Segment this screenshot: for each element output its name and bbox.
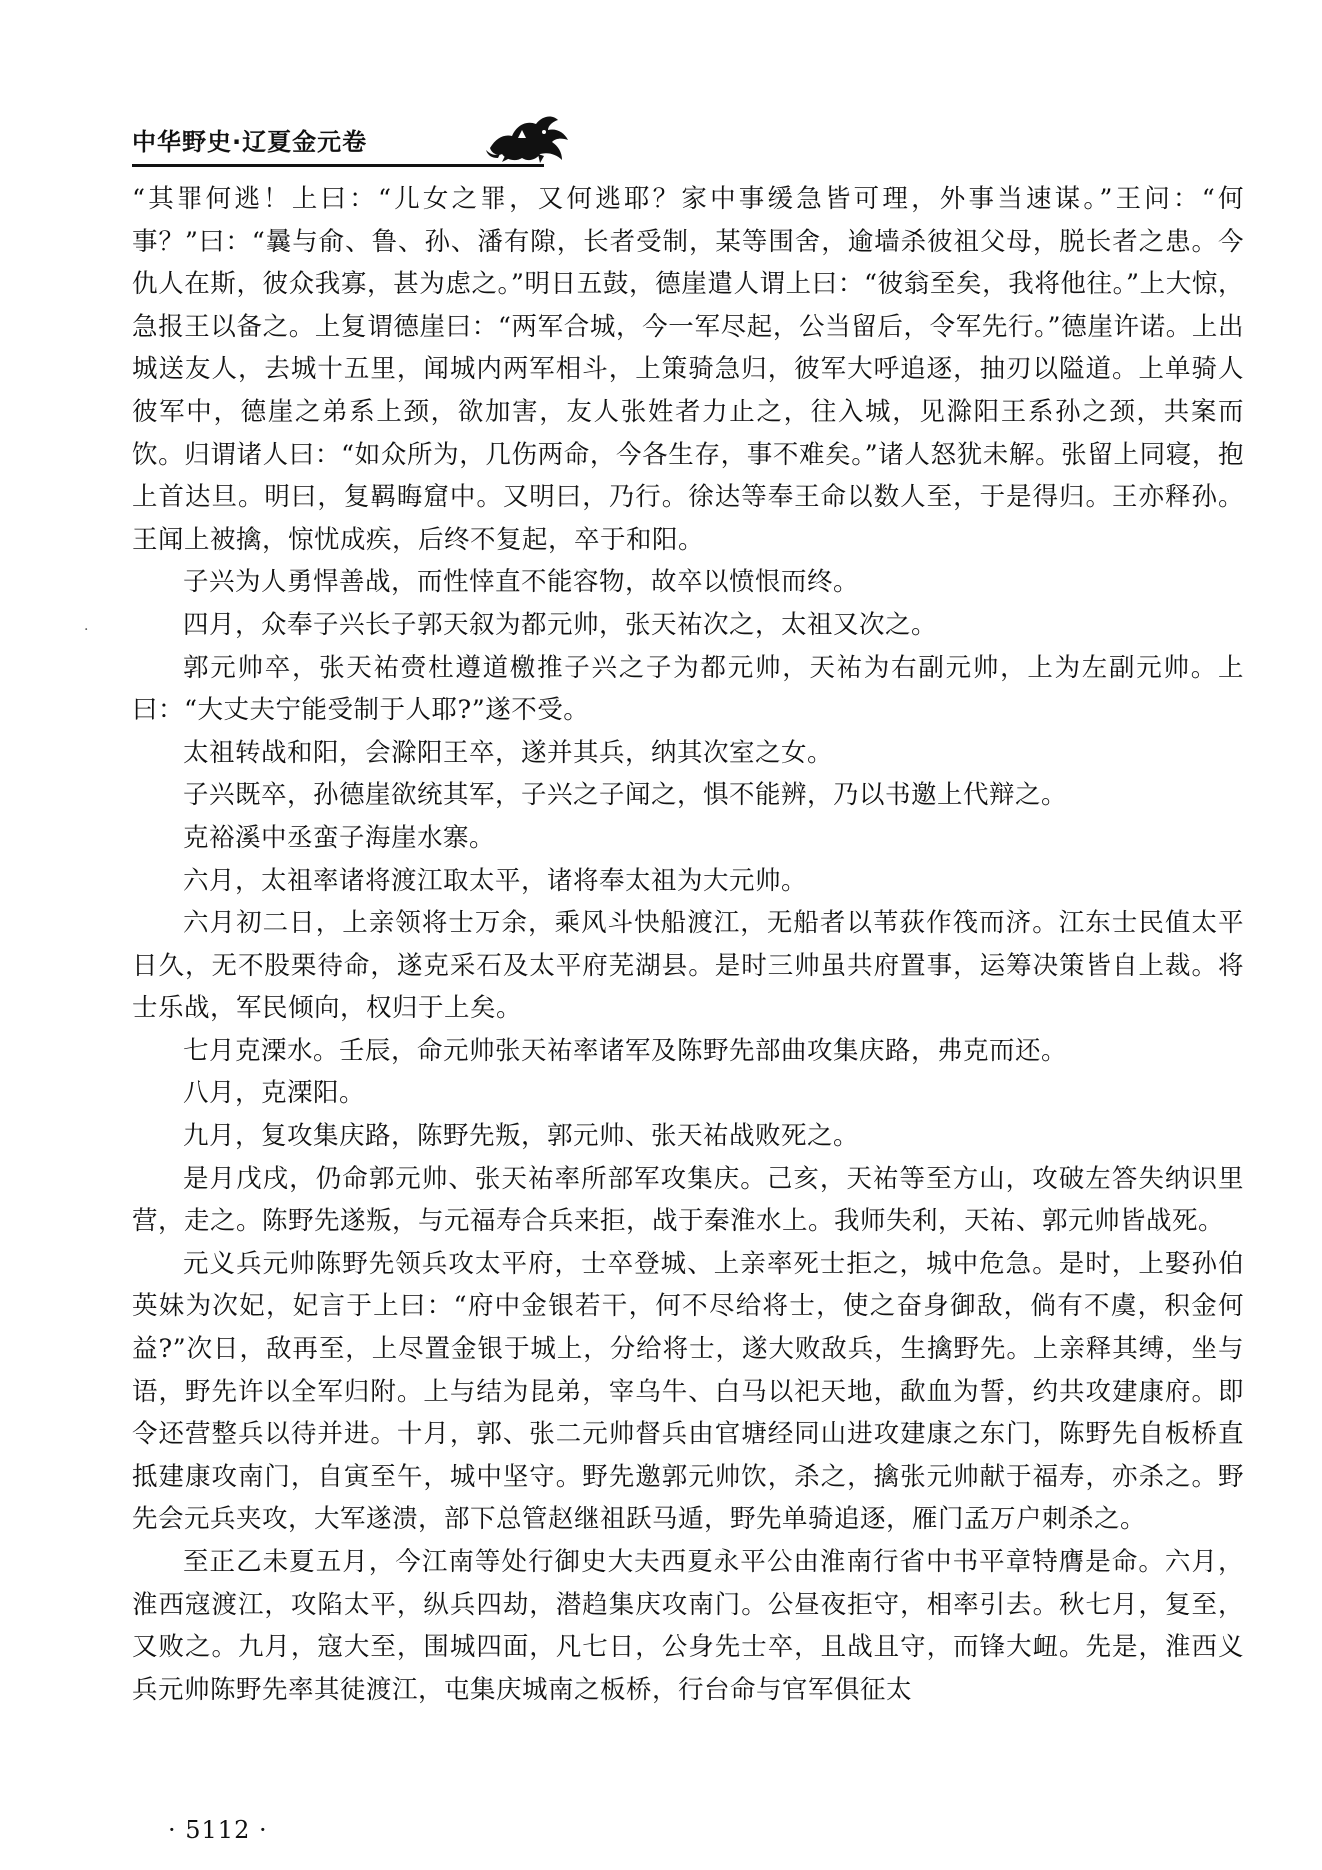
paragraph: 郭元帅卒，张天祐赍杜遵道檄推子兴之子为都元帅，天祐为右副元帅，上为左副元帅。上曰：“大丈夫宁能受制于人耶?”遂不受。 [132,652,1244,726]
dragon-logo-icon [482,108,582,164]
paragraph: 是月戊戌，仍命郭元帅、张天祐率所部军攻集庆。己亥，天祐等至方山，攻破左答失纳识里营，走之。陈野先遂叛，与元福寿合兵来拒，战于秦淮水上。我师失利，天祐、郭元帅皆战死。 [132,1163,1244,1237]
running-header [132,108,1242,164]
paragraph: 六月，太祖率诸将渡江取太平，诸将奉太祖为大元帅。 [183,865,808,896]
paragraph: 六月初二日，上亲领将士万余，乘风斗快船渡江，无船者以苇荻作筏而济。江东士民值太平日久，无不股栗待命，遂克采石及太平府芜湖县。是时三帅虽共府置事，运筹决策皆自上裁。将士乐战，军民倾向，权归于上矣。 [132,908,1244,1024]
paragraph: 至正乙未夏五月，今江南等处行御史大夫西夏永平公由淮南行省中书平章特膺是命。六月，淮西寇渡江，攻陷太平，纵兵四劫，潜趋集庆攻南门。公昼夜拒守，相率引去。秋七月，复至，又败之。九月，寇大至，围城四面，凡七日，公身先士卒，且战且守，而锋大衄。先是，淮西义兵元帅陈野先率其徒渡江，屯集庆城南之板桥，行台命与官军俱征太 [132,1547,1244,1705]
paragraph: 子兴为人勇悍善战，而性悻直不能容物，故卒以愤恨而终。 [183,567,860,598]
paragraph: 四月，众奉子兴长子郭天叙为都元帅，张天祐次之，太祖又次之。 [183,609,938,640]
paragraph: 八月，克溧阳。 [183,1078,366,1109]
paragraph: “其罪何逃！上曰：“儿女之罪，又何逃耶？家中事缓急皆可理，外事当速谋。”王问：“何事？”曰：“曩与俞、鲁、孙、潘有隙，长者受制，某等围舍，逾墙杀彼祖父母，脱长者之患。今仇人在斯，彼众我寡，甚为虑之。”明日五鼓，德崖遣人谓上曰：“彼翁至矣，我将他往。”上大惊，急报王以备之。上复谓德崖曰：“两军合城，今一军尽起，公当留后，令军先行。”德崖许诺。上出城送友人，去城十五里，闻城内两军相斗，上策骑急归，彼军大呼追逐，抽刃以隘道。上单骑人彼军中，德崖之弟系上颈，欲加害，友人张姓者力止之，往入城，见滁阳王系孙之颈，共案而饮。归谓诸人曰：“如众所为，几伤两命，今各生存，事不难矣。”诸人怒犹未解。张留上同寝，抱上首达旦。明曰，复羁晦窟中。又明曰，乃行。徐达等奉王命以数人至，于是得归。王亦释孙。王闻上被擒，惊忧成疾，后终不复起，卒于和阳。 [132,184,1244,555]
paragraph: 子兴既卒，孙德崖欲统其军，子兴之子闻之，惧不能辨，乃以书邀上代辩之。 [183,780,1068,811]
paragraph: 七月克溧水。壬辰，命元帅张天祐率诸军及陈野先部曲攻集庆路，弗克而还。 [183,1035,1068,1066]
paragraph: 克裕溪中丞蛮子海崖水寨。 [183,822,496,853]
paragraph: 元义兵元帅陈野先领兵攻太平府，士卒登城、上亲率死士拒之，城中危急。是时，上娶孙伯英妹为次妃，妃言于上曰：“府中金银若干，何不尽给将士，使之奋身御敌，倘有不虞，积金何益?”次日，敌再至，上尽置金银于城上，分给将士，遂大败敌兵，生擒野先。上亲释其缚，坐与语，野先许以全军归附。上与结为昆弟，宰乌牛、白马以祀天地，歃血为誓，约共攻建康府。即令还营整兵以待并进。十月，郭、张二元帅督兵由官塘经同山进攻建康之东门，陈野先自板桥直抵建康攻南门，自寅至午，城中坚守。野先邀郭元帅饮，杀之，擒张元帅献于福寿，亦杀之。野先会元兵夹攻，大军遂溃，部下总管赵继祖跃马遁，野先单骑追逐，雁门孟万户刺杀之。 [132,1248,1244,1535]
body-text [132,178,1244,1711]
paragraph: 太祖转战和阳，会滁阳王卒，遂并其兵，纳其次室之女。 [183,737,834,768]
page-number: · 5112 · [168,1816,268,1844]
paragraph: 九月，复攻集庆路，陈野先叛，郭元帅、张天祐战败死之。 [183,1121,860,1152]
header-title: 中华野史·辽夏金元卷 [132,128,368,156]
scan-speck: · [84,622,89,638]
header-rule [132,164,544,167]
